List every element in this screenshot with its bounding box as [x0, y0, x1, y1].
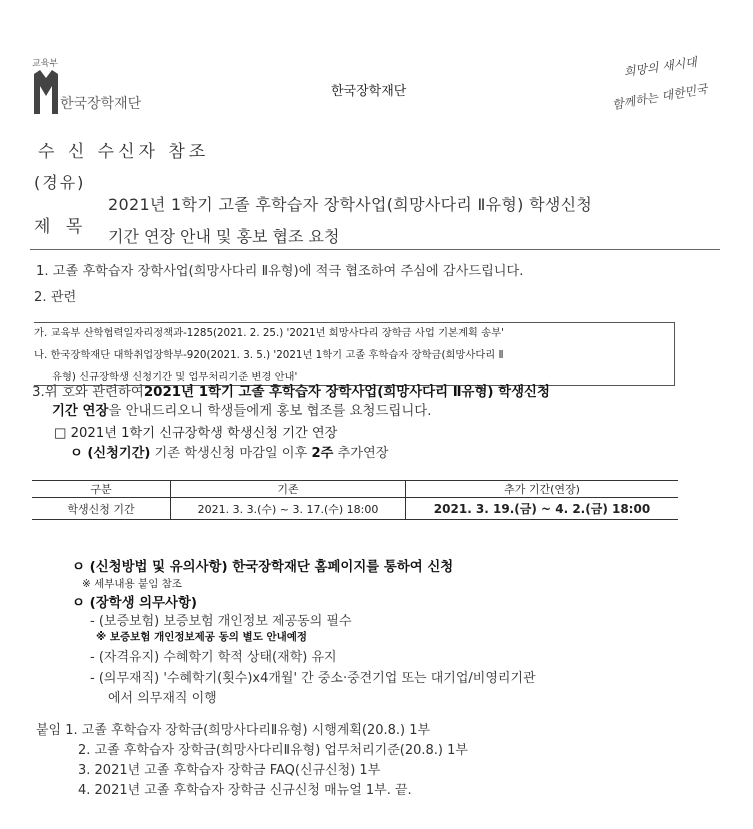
paragraph-3-bold: 2021년 1학기 고졸 후학습자 장학사업(희망사다리 Ⅱ유형) 학생신청	[143, 385, 550, 400]
period-post: 추가연장	[333, 446, 389, 461]
method-note: ※ 세부내용 붙임 참조	[82, 578, 182, 590]
period-weeks: 2주	[311, 446, 334, 461]
subject-line-2: 기간 연장 안내 및 홍보 협조 요청	[108, 227, 340, 246]
duty-employment-cont: 에서 의무재직 이행	[108, 691, 217, 706]
subject-label: 제 목	[34, 217, 88, 237]
attachment-2: 2. 고졸 후학습자 장학금(희망사다리Ⅱ유형) 업무처리기준(20.8.) 1부	[78, 743, 468, 758]
subject-line-1: 2021년 1학기 고졸 후학습자 장학사업(희망사다리 Ⅱ유형) 학생신청	[108, 195, 593, 214]
org-title: 한국장학재단	[331, 84, 407, 99]
paragraph-1: 1. 고졸 후학습자 장학사업(희망사다리 Ⅱ유형)에 적극 협조하여 주심에 감사드립니다.	[36, 264, 524, 279]
slogan-signature	[604, 50, 714, 128]
table-header-original: 기존	[171, 481, 406, 498]
table-cell-category: 학생신청 기간	[32, 498, 171, 520]
period-label: ㅇ (신청기간)	[70, 446, 151, 461]
subject-divider	[30, 249, 720, 250]
paragraph-3-pre: 3.위 호와 관련하여	[32, 385, 144, 400]
paragraph-3-post: 을 안내드리오니 학생들에게 홍보 협조를 요청드립니다.	[108, 404, 432, 419]
reference-b-line1: 나. 한국장학재단 대학취업장학부-920(2021. 3. 5.) '2021년 1학기 고졸 후학습자 장학금(희망사다리 Ⅱ	[34, 349, 504, 361]
period-line	[70, 442, 389, 461]
paragraph-3-bold2: 기간 연장	[52, 404, 109, 419]
paragraph-2: 2. 관련	[34, 290, 77, 305]
slogan-line1: 희망의 새시대	[623, 55, 698, 80]
duty-bullet: ㅇ (장학생 의무사항)	[72, 596, 198, 611]
table-header-category: 구분	[32, 481, 171, 498]
table-row	[32, 498, 678, 520]
paragraph-3-line2	[52, 400, 431, 419]
table-cell-original: 2021. 3. 3.(수) ~ 3. 17.(수) 18:00	[171, 498, 406, 520]
attachment-1: 붙임 1. 고졸 후학습자 장학금(희망사다리Ⅱ유형) 시행계획(20.8.) 1부	[36, 723, 431, 738]
duty-status: - (자격유지) 수혜학기 학적 상태(재학) 유지	[90, 650, 337, 665]
slogan-line2: 함께하는 대한민국	[611, 81, 709, 113]
table-header-row	[32, 481, 678, 498]
paragraph-3-line1	[32, 381, 550, 400]
logo-small-text: 교육부	[32, 59, 59, 69]
attachment-3: 3. 2021년 고졸 후학습자 장학금 FAQ(신규신청) 1부	[78, 763, 381, 778]
table-cell-extended: 2021. 3. 19.(금) ~ 4. 2.(금) 18:00	[406, 498, 679, 520]
duty-employment: - (의무재직) '수혜학기(횟수)x4개월' 간 중소·중견기업 또는 대기업/비영리기관	[90, 671, 536, 686]
duty-insurance-note: ※ 보증보험 개인정보제공 동의 별도 안내예정	[96, 631, 308, 643]
reference-b-line2: 유형) 신규장학생 신청기간 및 업무처리기준 변경 안내'	[52, 371, 298, 383]
logo-text: 한국장학재단	[60, 96, 142, 112]
attachment-4: 4. 2021년 고졸 후학습자 장학금 신규신청 매뉴얼 1부. 끝.	[78, 783, 412, 798]
organization-logo	[26, 52, 142, 134]
method-bullet: ㅇ (신청방법 및 유의사항) 한국장학재단 홈페이지를 통하여 신청	[72, 560, 454, 575]
table-header-extended: 추가 기간(연장)	[406, 481, 679, 498]
recipient-line: 수 신 수신자 참조	[38, 142, 210, 162]
via-line: (경유)	[34, 173, 86, 192]
duty-insurance: - (보증보험) 보증보험 개인정보 제공동의 필수	[90, 614, 352, 629]
period-text: 기존 학생신청 마감일 이후	[150, 446, 312, 461]
extension-table	[32, 480, 678, 520]
reference-a: 가. 교육부 산학협력일자리정책과-1285(2021. 2. 25.) '2021년 희망사다리 장학금 사업 기본계획 송부'	[34, 327, 504, 339]
section-heading: □ 2021년 1학기 신규장학생 학생신청 기간 연장	[54, 426, 338, 441]
